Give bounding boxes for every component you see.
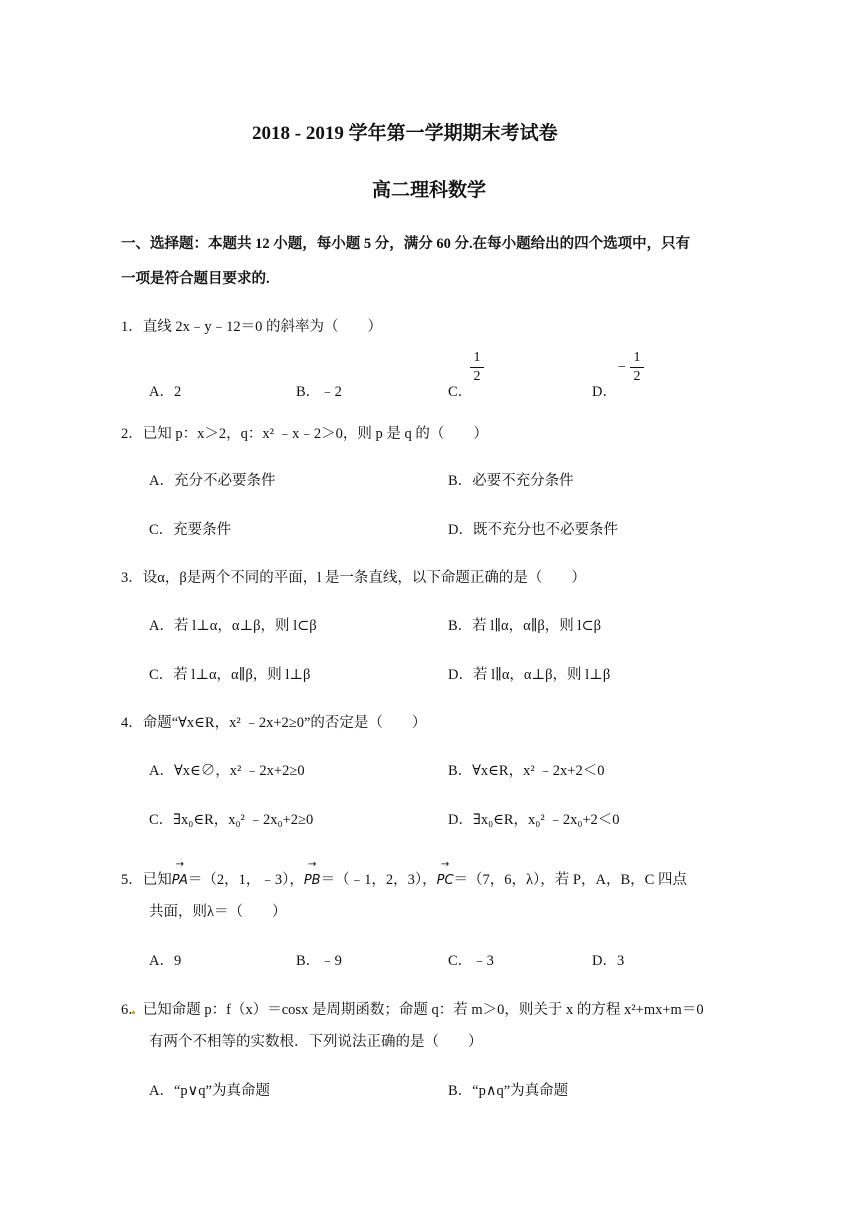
vector-arrow-icon: → (440, 859, 450, 870)
exam-subtitle: 高二理科数学 (372, 180, 487, 201)
vector-pb: → PB (303, 859, 321, 888)
fraction-denominator: 2 (633, 369, 641, 384)
question-3-option-d: D．若 l∥α，α⊥β，则 l⊥β (448, 667, 611, 683)
question-6-option-b: B．“p∧q”为真命题 (448, 1083, 569, 1099)
question-1-option-d-fraction (630, 350, 644, 385)
question-1-option-a: A．2 (149, 384, 182, 400)
question-1-option-d-prefix: D． (592, 384, 617, 400)
question-2-option-a: A．充分不必要条件 (149, 473, 276, 489)
question-5-option-a: A．9 (149, 953, 182, 969)
vector-pc: → PC (436, 859, 454, 888)
question-6-stem-line1: 6．已知命题 p：f（x）＝cosx 是周期函数；命题 q：若 m＞0，则关于 x 的方程 x²+mx+m＝0 (121, 1002, 704, 1018)
question-6-option-a: A．“p∨q”为真命题 (149, 1083, 270, 1099)
exam-title: 2018 - 2019 学年第一学期期末考试卷 (252, 123, 558, 144)
question-6-stem-line2: 有两个不相等的实数根．下列说法正确的是（ ） (149, 1034, 483, 1050)
fraction-denominator: 2 (473, 369, 481, 384)
fraction-bar (470, 367, 484, 368)
vector-pa-value: ＝（2，1，﹣3）， (187, 872, 304, 888)
question-3-stem: 3．设α，β是两个不同的平面，l 是一条直线，以下命题正确的是（ ） (121, 570, 586, 586)
section-instructions-line2: 一项是符合题目要求的. (121, 271, 270, 287)
question-4-option-b: B．∀x∈R，x² ﹣2x+2＜0 (448, 763, 605, 779)
question-2-option-c: C．充要条件 (149, 522, 232, 538)
fraction-numerator: 1 (473, 350, 481, 365)
question-5-prefix: 5．已知 (121, 872, 172, 888)
question-5-stem-line1 (121, 859, 687, 889)
question-4-option-a: A．∀x∈∅，x² ﹣2x+2≥0 (149, 763, 305, 779)
vector-arrow-icon: → (175, 859, 184, 870)
question-5-option-b: B．﹣9 (296, 953, 342, 969)
question-3-option-a: A．若 l⊥α，α⊥β，则 l⊂β (149, 618, 317, 634)
question-4-stem: 4．命题“∀x∈R，x² ﹣2x+2≥0”的否定是（ ） (121, 715, 427, 731)
question-3-option-b: B．若 l∥α，α∥β，则 l⊂β (448, 618, 601, 634)
vector-arrow-icon: → (308, 859, 317, 870)
vector-pa: → PA (171, 859, 188, 888)
question-4-option-c: C．∃x₀∈R，x₀² ﹣2x₀+2≥0 (149, 812, 314, 828)
fraction-bar (630, 367, 644, 368)
question-4-option-d: D．∃x₀∈R，x₀² ﹣2x₀+2＜0 (448, 812, 620, 828)
question-1-option-c-prefix: C． (448, 384, 473, 400)
section-instructions-line1: 一、选择题：本题共 12 小题，每小题 5 分，满分 60 分.在每小题给出的四个选项中，只有 (121, 236, 691, 252)
fraction-numerator: 1 (633, 350, 641, 365)
question-1-option-c-fraction (470, 350, 484, 385)
question-5-option-c: C．﹣3 (448, 953, 494, 969)
vector-pb-value: ＝（﹣1，2，3）， (320, 872, 437, 888)
question-5-option-d: D．3 (592, 953, 625, 969)
question-1-stem: 1．直线 2x﹣y﹣12＝0 的斜率为（ ） (121, 319, 382, 335)
question-2-option-d: D．既不充分也不必要条件 (448, 522, 618, 538)
question-2-option-b: B．必要不充分条件 (448, 473, 574, 489)
vector-pc-value: ＝（7，6，λ），若 P，A，B，C 四点 (453, 872, 687, 888)
question-1-option-b: B．﹣2 (296, 384, 342, 400)
question-5-stem-line2: 共面，则λ＝（ ） (149, 904, 287, 920)
question-3-option-c: C．若 l⊥α，α∥β，则 l⊥β (149, 667, 311, 683)
question-1-option-d-minus: − (618, 360, 626, 375)
question-2-stem: 2．已知 p：x＞2，q：x² ﹣x﹣2＞0，则 p 是 q 的（ ） (121, 426, 488, 442)
